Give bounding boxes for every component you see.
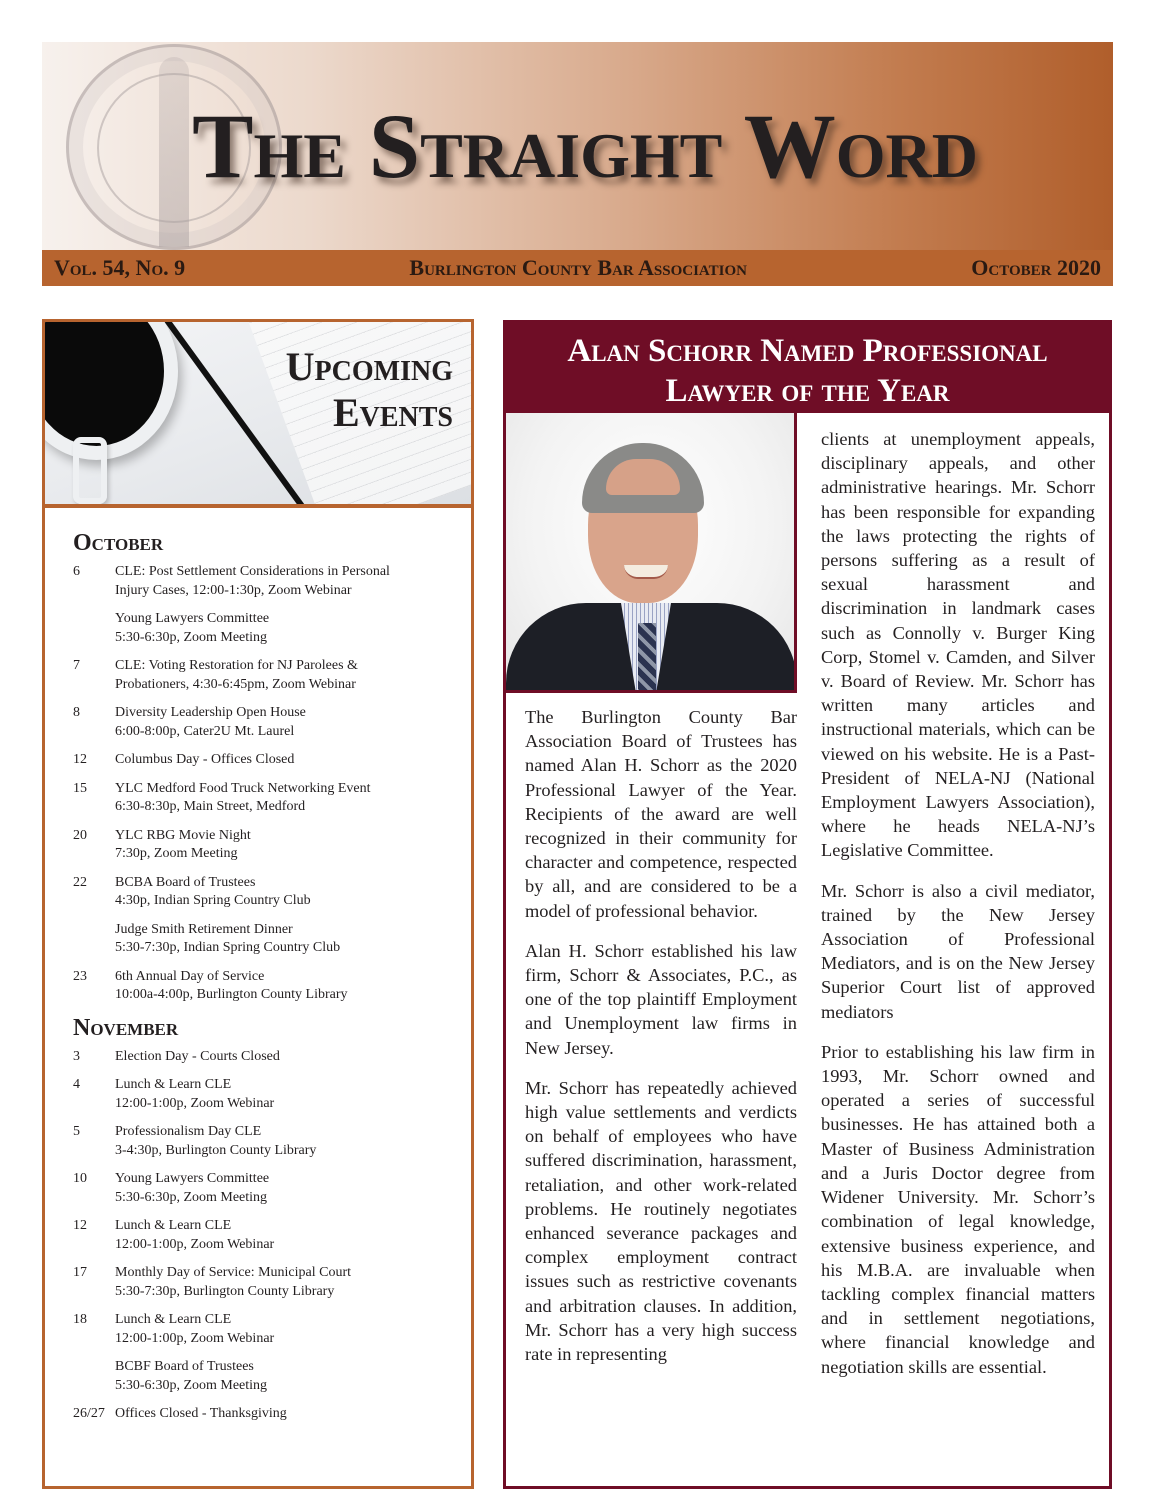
event-title: YLC RBG Movie Night — [115, 827, 251, 843]
event-description — [115, 657, 471, 694]
newsletter-title: The Straight Word — [192, 95, 978, 197]
event-details: 7:30p, Zoom Meeting — [115, 846, 238, 861]
event-title: Young Lawyers Committee — [115, 1171, 270, 1186]
event-description — [115, 1170, 471, 1207]
event-item — [73, 1405, 471, 1424]
event-item — [73, 610, 471, 647]
event-details: 5:30-7:30p, Indian Spring Country Club — [115, 940, 341, 955]
event-description — [115, 968, 471, 1005]
event-title: Diversity Leadership Open House — [115, 705, 306, 720]
event-day: 6 — [73, 564, 80, 579]
article-paragraph: Mr. Schorr has repeatedly achieved high value settlements and verdicts on behalf of employees who have suffered discrimination, harassment, retaliation, and other work-related problems. He routinely negotiates enhanced severance packages and complex employment contract issues such as restrictive covenants and arbitration clauses. In addition, Mr. Schorr has a very high success rate in representing — [525, 1077, 797, 1365]
event-description — [115, 1311, 471, 1348]
event-details: 5:30-6:30p, Zoom Meeting — [115, 1377, 268, 1393]
event-details: 10:00a-4:00p, Burlington County Library — [115, 987, 348, 1002]
event-day — [73, 1358, 115, 1395]
article-paragraph: clients at unemployment appeals, disciplinary appeals, and other administrative hearings. Mr. Schorr has been responsible for expanding the laws protecting the rights of persons suffering as a result of sexual harassment and discrimination in landmark cases such as Connolly v. Burger King Corp, Stomel v. Camden, and Silver v. Board of Review. Mr. Schorr has written many articles and instructional materials, which can be viewed on his website. He is a Past-President of NELA-NJ (National Employment Lawyers Association), where he heads NELA-NJ’s Legislative Committee. — [821, 429, 1095, 861]
feature-article — [503, 320, 1112, 1489]
article-column-left — [525, 705, 797, 1382]
event-item — [73, 921, 471, 958]
event-details: 6:30-8:30p, Main Street, Medford — [115, 799, 306, 814]
event-day: 18 — [73, 1312, 87, 1327]
event-title: Offices Closed - Thanksgiving — [115, 1406, 287, 1421]
events-title-line1: Upcoming — [285, 344, 453, 389]
event-day: 5 — [73, 1124, 80, 1139]
event-title: BCBA Board of Trustees — [115, 874, 256, 890]
event-item — [73, 657, 471, 694]
event-title: Monthly Day of Service: Municipal Court — [115, 1265, 352, 1280]
event-description — [115, 610, 471, 647]
volume-number: Vol. 54, No. 9 — [54, 255, 186, 280]
event-description — [115, 704, 471, 741]
article-paragraph: Prior to establishing his law firm in 1993, Mr. Schorr owned and operated a series of successful businesses. He has attained both a Master of Business Administration and a Juris Doctor degree from Widener University. Mr. Schorr’s combination of legal knowledge, extensive business experience, and his M.B.A. are invaluable when tackling complex financial matters and in settlement negotiations, where financial knowledge and negotiation skills are essential. — [821, 1041, 1095, 1377]
event-description — [115, 1123, 471, 1160]
event-details: 4:30p, Indian Spring Country Club — [115, 893, 311, 908]
event-title: CLE: Post Settlement Considerations in Personal — [115, 564, 390, 579]
event-day — [73, 921, 115, 958]
event-day: 15 — [73, 780, 87, 796]
event-item — [73, 563, 471, 600]
event-title: 6th Annual Day of Service — [115, 968, 265, 984]
events-title — [286, 344, 453, 436]
event-item — [73, 1170, 471, 1207]
event-item — [73, 1076, 471, 1113]
event-title: Election Day - Courts Closed — [115, 1048, 280, 1064]
event-day: 20 — [73, 827, 87, 843]
event-day: 26/27 — [73, 1406, 105, 1421]
event-item — [73, 968, 471, 1005]
portrait-tie — [638, 623, 656, 693]
event-day: 12 — [73, 1218, 87, 1233]
event-description — [115, 1076, 471, 1113]
event-title: YLC Medford Food Truck Networking Event — [115, 780, 371, 796]
event-description — [115, 780, 471, 817]
event-description — [115, 874, 471, 911]
event-day: 3 — [73, 1048, 80, 1064]
event-title: Lunch & Learn CLE — [115, 1077, 232, 1092]
article-paragraph: Mr. Schorr is also a civil mediator, trained by the New Jersey Association of Professional Mediators, and is on the New Jersey Superior Court list of approved mediators — [821, 880, 1095, 1022]
event-details: 12:00-1:00p, Zoom Webinar — [115, 1095, 275, 1111]
event-item — [73, 1264, 471, 1301]
event-description — [115, 1048, 471, 1067]
event-item — [73, 1048, 471, 1067]
organization-name: Burlington County Bar Association — [409, 255, 747, 280]
event-item — [73, 780, 471, 817]
month-heading: October — [73, 530, 164, 556]
event-day — [73, 610, 115, 647]
upcoming-events-box — [42, 319, 474, 1489]
event-details: 6:00-8:00p, Cater2U Mt. Laurel — [115, 723, 295, 739]
event-day: 10 — [73, 1171, 87, 1186]
event-day: 22 — [73, 874, 87, 890]
event-description — [115, 921, 471, 958]
events-title-line2: Events — [332, 390, 453, 435]
article-column-right — [821, 427, 1095, 1395]
event-title: BCBF Board of Trustees — [115, 1359, 254, 1374]
event-day: 23 — [73, 968, 87, 984]
month-heading: November — [73, 1014, 179, 1041]
headline-line1: Alan Schorr Named Professional — [567, 333, 1048, 369]
event-title: Columbus Day - Offices Closed — [115, 752, 295, 767]
headline-line2: Lawyer of the Year — [665, 373, 950, 409]
portrait-photo — [506, 413, 797, 693]
event-day: 8 — [73, 705, 80, 720]
event-description — [115, 751, 471, 770]
event-title: Lunch & Learn CLE — [115, 1218, 232, 1233]
article-paragraph: The Burlington County Bar Association Board of Trustees has named Alan H. Schorr as the 2020 Professional Lawyer of the Year. Recipients of the award are well recognized in their community for character and competence, respected by all, and are considered to be a model of professional behavior. — [525, 707, 797, 921]
event-day: 12 — [73, 752, 87, 767]
event-description — [115, 1358, 471, 1395]
event-item — [73, 827, 471, 864]
event-item — [73, 1311, 471, 1348]
event-title: Lunch & Learn CLE — [115, 1312, 232, 1327]
article-headline — [506, 323, 1109, 413]
event-details: 5:30-6:30p, Zoom Meeting — [115, 1189, 268, 1205]
event-description — [115, 1264, 471, 1301]
event-day: 4 — [73, 1077, 80, 1092]
masthead — [42, 42, 1113, 250]
event-item — [73, 874, 471, 911]
events-header-image — [45, 322, 471, 508]
event-title: Judge Smith Retirement Dinner — [115, 921, 293, 937]
event-item — [73, 704, 471, 741]
cup-handle — [73, 437, 107, 504]
issue-info-bar — [42, 250, 1113, 286]
event-details: 3-4:30p, Burlington County Library — [115, 1142, 317, 1158]
event-item — [73, 751, 471, 770]
event-details: Probationers, 4:30-6:45pm, Zoom Webinar — [115, 676, 356, 692]
event-title: Professionalism Day CLE — [115, 1124, 262, 1139]
event-details: 5:30-7:30p, Burlington County Library — [115, 1283, 335, 1299]
event-day: 17 — [73, 1265, 87, 1280]
event-title: Young Lawyers Committee — [115, 611, 270, 626]
event-details: 12:00-1:00p, Zoom Webinar — [115, 1236, 275, 1252]
events-list — [45, 508, 471, 1424]
event-item — [73, 1123, 471, 1160]
event-details: 5:30-6:30p, Zoom Meeting — [115, 629, 268, 645]
event-item — [73, 1217, 471, 1254]
event-description — [115, 1405, 471, 1424]
event-day: 7 — [73, 658, 80, 673]
event-description — [115, 1217, 471, 1254]
article-paragraph: Alan H. Schorr established his law firm, Schorr & Associates, P.C., as one of the top plaintiff Employment and Unemployment law firms in New Jersey. — [525, 940, 797, 1058]
event-title: CLE: Voting Restoration for NJ Parolees & — [115, 658, 358, 673]
event-details: Injury Cases, 12:00-1:30p, Zoom Webinar — [115, 582, 352, 598]
event-details: 12:00-1:00p, Zoom Webinar — [115, 1330, 275, 1346]
event-item — [73, 1358, 471, 1395]
event-description — [115, 827, 471, 864]
event-description — [115, 563, 471, 600]
issue-date: October 2020 — [971, 255, 1101, 280]
coffee-cup-icon — [45, 322, 178, 460]
